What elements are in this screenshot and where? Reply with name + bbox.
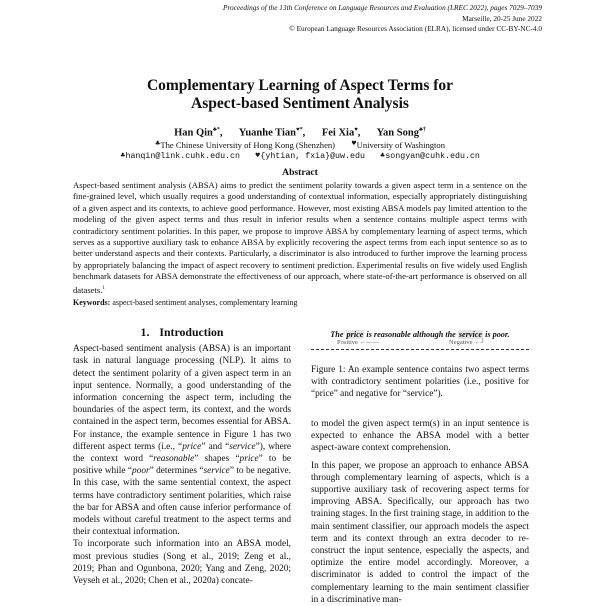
author-name: Yuanhe Tian	[238, 127, 297, 139]
text-run: ”), where the context word “	[73, 441, 292, 465]
email-link[interactable]: hanqin@link.cuhk.edu.cn	[125, 152, 240, 161]
author-list: Han Qin♣*, Yuanhe Tian♥*, Fei Xia♥, Yan Song♣†	[174, 127, 426, 139]
figure-divider	[311, 349, 529, 350]
venue-line: Marseille, 20-25 June 2022	[462, 13, 542, 23]
emphasis: poor	[132, 466, 150, 477]
email-list	[0, 152, 600, 161]
right-column	[311, 418, 529, 606]
right-paragraph-1: to model the given aspect term(s) in an input sentence is expected to enhance the ABSA model with a better aspect-aware context comprehension.	[311, 419, 529, 454]
title-line-1: Complementary Learning of Aspect Terms for	[146, 77, 454, 94]
aspect-term-service: service	[458, 330, 483, 339]
emphasis: service	[203, 466, 230, 477]
abstract-text: Aspect-based sentiment analysis (ABSA) aims to predict the sentiment polarity towards a given aspect term in a sentence on the fine-grained level, which usually requires a good understanding of contextual information, especially appropriately distinguishing of a given aspect and its contexts, to achieve good performance. However, most existing ABSA models pay limited attention to the modeling of the given aspect terms and thus result in inferior results when a sentence contains multiple aspect terms with contradictory sentiment polarities. In this paper, we propose to improve ABSA by complementary learning of aspect terms, which serves as a supportive auxiliary task to enhance ABSA by explicitly recovering the aspect terms from each input sentence so as to better understand aspects and their contexts. Particularly, a discriminator is also introduced to further improve the learning process by appropriately balancing the impact of aspect recovery to sentiment prediction. Experimental results on five widely used English benchmark datasets for ABSA demonstrate the effectiveness of our approach, where state-of-the-art performance is observed on all datasets.	[73, 180, 527, 295]
text-run: ” to be negative. In this case, with the same sentential context, the aspect terms have contradictory sentiment polarities, which raise the bar for ABSA and often cause inferior performance of models without careful treatment to the aspect terms and their contextual information.	[73, 466, 291, 538]
intro-paragraph-2: To incorporate such information into an ABSA model, most previous studies (Song et al., 2019; Zeng et al., 2019; Phan and Ogunbona, 2020; Yang and Zeng, 2020; Veyseh et al., 2020; Chen et al., 2020a) concate-	[73, 539, 291, 587]
text-run: is poor.	[483, 330, 510, 339]
section-heading	[73, 326, 291, 338]
text-run: ” and “	[201, 441, 230, 452]
author-marks: ♥	[354, 127, 358, 133]
emphasis: reasonable	[153, 454, 195, 465]
author-marks: ♣*	[212, 127, 220, 133]
keywords	[73, 298, 297, 307]
paper-title	[0, 77, 600, 112]
emphasis: price	[182, 441, 202, 452]
emphasis: service	[229, 441, 256, 452]
affiliation: The Chinese University of Hong Kong (Shenzhen)	[160, 140, 336, 150]
author-name: Fei Xia	[321, 127, 355, 139]
affiliations	[0, 140, 600, 150]
email-link[interactable]: {yhtian, fxia}@uw.edu	[260, 152, 365, 161]
abstract-heading: Abstract	[282, 167, 318, 178]
text-run: The	[330, 330, 346, 339]
intro-paragraph-1	[73, 343, 291, 538]
proceedings-line: Proceedings of the 13th Conference on Language Resources and Evaluation (LREC 2022), pages 7029–7039	[223, 3, 542, 12]
author-marks: ♣†	[418, 127, 426, 133]
club-icon: ♣	[154, 140, 161, 147]
author-marks: ♥*	[296, 127, 303, 133]
emphasis: price	[239, 454, 259, 465]
positive-label: Positive ←——	[337, 339, 380, 346]
club-icon: ♣	[120, 152, 126, 159]
section-number: 1.	[140, 325, 150, 339]
negative-label: Negative ←┘	[449, 339, 486, 346]
proceedings-header	[223, 3, 542, 35]
right-paragraph-2: In this paper, we propose an approach to enhance ABSA through complementary learning of aspects, which is a supportive auxiliary task of recovering aspect terms for improving ABSA. Specifically, our approach has two training stages. In the first training stage, in addition to the main sentiment classifier, our approach models the aspect term and its context through an extra decoder to re-construct the input sentence, especially the aspects, and optimize the entire model accordingly. Moreover, a discriminator is added to control the impact of the complementary learning to the main sentiment classifier in a discriminative man-	[311, 460, 529, 605]
affiliation: University of Washington	[356, 140, 446, 150]
email-link[interactable]: songyan@cuhk.edu.cn	[385, 152, 480, 161]
keywords-text: aspect-based sentiment analyses, complementary learning	[112, 298, 298, 307]
keywords-label: Keywords:	[73, 298, 111, 307]
author-name: Yan Song	[376, 127, 419, 139]
polarity-labels	[311, 339, 529, 348]
author-name: Han Qin	[174, 127, 213, 139]
left-column	[73, 326, 291, 587]
figure-caption: Figure 1: An example sentence contains two aspect terms with contradictory sentiment polarities (i.e., positive for “price” and negative for “service”).	[311, 365, 529, 400]
club-icon: ♣	[379, 152, 386, 159]
heart-icon: ♥	[254, 152, 261, 159]
text-run: Aspect-based sentiment analysis (ABSA) is an important task in natural language processing (NLP). It aims to detect the sentiment polarity of a given aspect term in an input sentence. Normally, a good understanding of the information concerning the aspect term, including the boundaries of the aspect term, its context, and the words contained in the aspect term, becomes essential for ABSA. For instance, the example sentence in Figure 1 has two different aspect terms (i.e., “	[73, 344, 291, 452]
license-line: © European Language Resources Association (ELRA), licensed under CC-BY-NC-4.0	[289, 24, 542, 33]
text-run: ” to be positive while “	[73, 454, 292, 477]
section-title: Introduction	[159, 325, 224, 339]
footnote-mark[interactable]: 1	[102, 285, 105, 291]
text-run: ” determines “	[149, 466, 204, 477]
figure-1	[311, 330, 529, 350]
abstract-body	[73, 180, 527, 296]
example-sentence	[311, 330, 529, 339]
text-run: ” shapes “	[194, 454, 240, 465]
title-line-2: Aspect-based Sentiment Analysis	[191, 94, 409, 112]
heart-icon: ♥	[351, 140, 357, 147]
text-run: is reasonable although the	[364, 330, 458, 339]
aspect-term-price: price	[346, 330, 364, 339]
